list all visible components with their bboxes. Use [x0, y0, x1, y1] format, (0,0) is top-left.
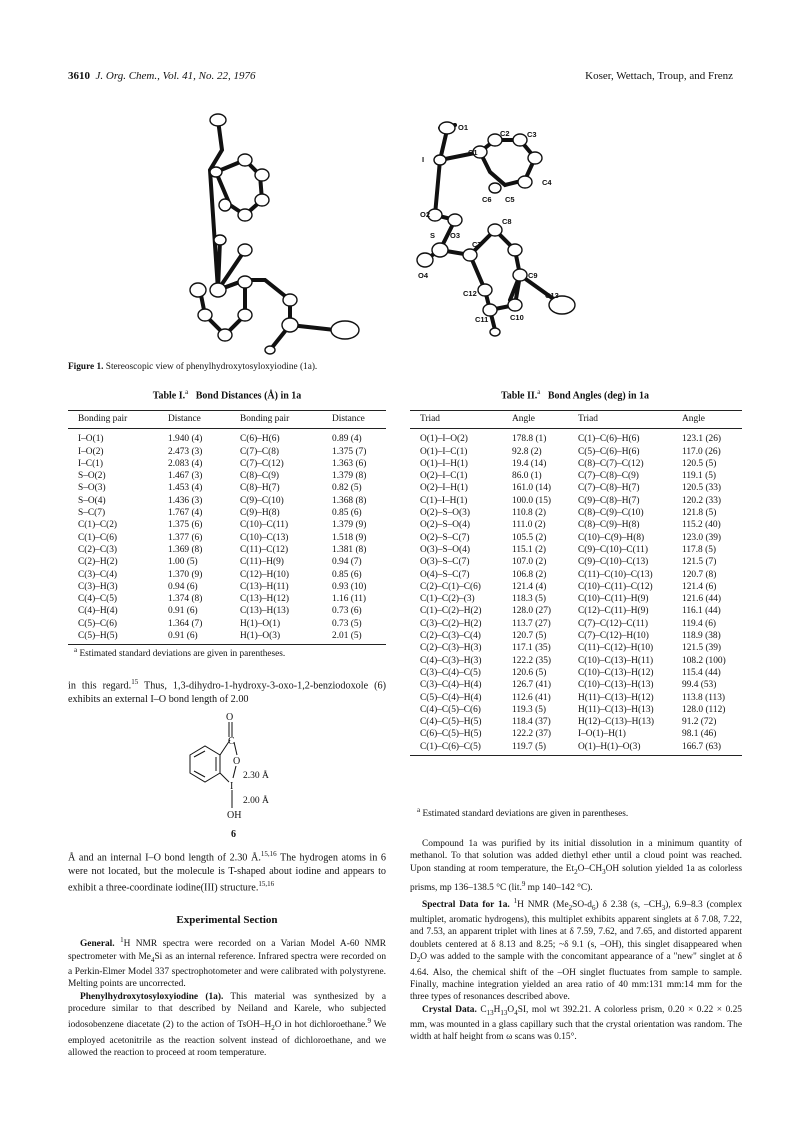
- table-cell: 1.375 (7): [332, 446, 367, 457]
- running-header-authors: Koser, Wettach, Troup, and Frenz: [585, 70, 733, 82]
- table-row: [410, 581, 742, 593]
- table-cell: 1.363 (6): [332, 458, 367, 469]
- table-row: [68, 507, 386, 519]
- table-cell: 99.4 (53): [682, 680, 717, 691]
- table-cell: 111.0 (2): [512, 520, 546, 531]
- table-cell: C(9)–H(8): [240, 508, 280, 519]
- table-cell: 1.364 (7): [168, 618, 203, 629]
- table-cell: 118.4 (37): [512, 717, 551, 728]
- table-cell: O(2)–S–O(3): [420, 508, 470, 519]
- table-cell: 1.467 (3): [168, 471, 203, 482]
- atom-label: C9: [528, 271, 538, 280]
- atom-label: I: [422, 155, 425, 164]
- table-cell: C(3)–C(2)–H(2): [420, 618, 482, 629]
- compound-number: 6: [231, 829, 236, 840]
- table-cell: O(3)–S–C(7): [420, 557, 470, 568]
- figure-1-caption: Figure 1. Stereoscopic view of phenylhydroxytosyloxyiodine (1a).: [68, 362, 318, 372]
- section-title-experimental: Experimental Section: [176, 914, 278, 926]
- table-cell: C(4)–C(5)–C(6): [420, 704, 481, 715]
- table-cell: 121.5 (39): [682, 643, 722, 654]
- atom-label: C6: [482, 195, 492, 204]
- table-cell: 1.374 (8): [168, 594, 203, 605]
- table-cell: C(9)–C(10): [240, 495, 284, 506]
- table-cell: C(10)–C(13)–H(13): [578, 680, 654, 691]
- table-cell: 121.6 (44): [682, 594, 722, 605]
- table-row: [410, 458, 742, 470]
- table-cell: C(7)–C(8)–H(7): [578, 483, 640, 494]
- table-row: [410, 741, 742, 756]
- table-cell: C(10)–C(13): [240, 532, 289, 543]
- table-cell: C(3)–C(4)–C(5): [420, 667, 481, 678]
- atom-label: O2: [420, 210, 431, 219]
- column-header: Distance: [168, 411, 240, 429]
- table-cell: 123.0 (39): [682, 532, 722, 543]
- atom-o-carbonyl: O: [226, 712, 234, 723]
- table-cell: O(1)–I–O(2): [420, 434, 468, 445]
- table-row: [68, 593, 386, 605]
- table-cell: C(5)–H(5): [68, 630, 168, 645]
- experimental-text: General. $^1$H NMR spectra were recorded on a Varian Model A-60 NMR spectrometer with $Me_4Si$ as an internal reference. Infrared spectra were recorded on a Perkin-Elmer Model 337 spectrophotometer and were calibrated with polystyrene. Melting points are uncorrected. Phenylhydroxytosyloxyiodine (1a). This material was synthesized by a procedure similar to that described by Neiland and Karele, who subjected iodosobenzene diacetate (2) to the action of TsOH–$H_2O$ in hot dichloroethane.$^9$ We employed acetonitrile as the reaction solvent instead of dichloroethane, and we allowed the reaction to proceed at room temperature.: [68, 936, 387, 1059]
- table-row: [410, 704, 742, 716]
- table-cell: 1.377 (6): [168, 532, 203, 543]
- column-header: Distance: [332, 411, 386, 429]
- table-2-footnote: $^a$ Estimated standard deviations are given in parentheses.: [417, 806, 629, 820]
- table-cell: C(7)–C(12)–C(11): [578, 618, 648, 629]
- table-cell: 1.16 (11): [332, 594, 367, 605]
- table-cell: 119.7 (5): [512, 741, 578, 756]
- table-cell: S–O(3): [78, 483, 106, 494]
- table-cell: 0.89 (4): [332, 434, 362, 445]
- table-row: [410, 556, 742, 568]
- structure-6-benziodoxole: [175, 710, 325, 840]
- atom-label: O1: [458, 123, 469, 132]
- table-row: [410, 630, 742, 642]
- table-cell: C(1)–I–H(1): [420, 495, 468, 506]
- figure-1-stereo-view: [150, 100, 710, 358]
- table-cell: 1.379 (8): [332, 471, 367, 482]
- table-row: [410, 470, 742, 482]
- table-cell: 161.0 (14): [512, 483, 552, 494]
- table-cell: 1.00 (5): [168, 557, 198, 568]
- atom-label: C1: [468, 148, 478, 157]
- table-cell: C(8)–H(7): [240, 483, 280, 494]
- atom-label: C13: [545, 291, 559, 300]
- table-cell: C(11)–C(10)–C(13): [578, 569, 653, 580]
- table-cell: 0.73 (6): [332, 606, 362, 617]
- table-cell: 0.82 (5): [332, 483, 362, 494]
- column-header: Angle: [682, 411, 742, 429]
- atom-label: C4: [542, 178, 552, 187]
- table-row: [68, 519, 386, 531]
- table-cell: C(10)–C(11)–H(9): [578, 594, 649, 605]
- table-cell: 2.083 (4): [168, 458, 203, 469]
- table-cell: C(2)–C(3)–H(3): [420, 643, 482, 654]
- table-cell: 120.5 (5): [682, 458, 717, 469]
- column-header: Bonding pair: [240, 411, 332, 429]
- table-cell: I–O(2): [78, 446, 104, 457]
- table-cell: 120.2 (33): [682, 495, 722, 506]
- table-cell: 0.73 (5): [332, 618, 362, 629]
- table-row: [410, 519, 742, 531]
- atom-label: C8: [502, 217, 512, 226]
- table-cell: 122.2 (37): [512, 729, 552, 740]
- table-cell: C(4)–H(4): [78, 606, 118, 617]
- table-cell: 91.2 (72): [682, 717, 717, 728]
- table-cell: 0.85 (6): [332, 508, 362, 519]
- table-cell: C(3)–C(4): [78, 569, 118, 580]
- table-cell: 115.4 (44): [682, 667, 721, 678]
- table-cell: C(8)–C(9): [240, 471, 280, 482]
- table-cell: O(3)–S–O(4): [420, 544, 470, 555]
- table-cell: C(8)–C(9)–C(10): [578, 508, 644, 519]
- table-row: [68, 470, 386, 482]
- table-cell: 121.4 (4): [512, 581, 547, 592]
- table-cell: 0.94 (7): [332, 557, 362, 568]
- table-cell: O(1)–I–C(1): [420, 446, 468, 457]
- table-cell: H(11)–C(13)–H(12): [578, 692, 654, 703]
- table-cell: C(2)–C(1)–C(6): [420, 581, 481, 592]
- table-cell: 120.7 (5): [512, 631, 547, 642]
- table-cell: 118.3 (5): [512, 594, 547, 605]
- table-cell: O(2)–S–O(4): [420, 520, 470, 531]
- table-cell: 1.370 (9): [168, 569, 203, 580]
- body-text-regard: in this regard.$^{15}$ Thus, 1,3-dihydro-1-hydroxy-3-oxo-1,2-benziodoxole (6) exhibits an external I–O bond length of 2.00: [68, 678, 386, 705]
- table-cell: 0.85 (6): [332, 569, 362, 580]
- table-cell: C(10)–C(9)–H(8): [578, 532, 645, 543]
- table-2-bond-angles: [410, 410, 742, 756]
- table-cell: C(9)–C(8)–H(7): [578, 495, 640, 506]
- table-cell: I–O(1): [78, 434, 104, 445]
- table-cell: C(1)–C(2): [78, 520, 118, 531]
- table-cell: C(1)–C(2)–(3): [420, 594, 475, 605]
- table-cell: C(1)–C(6)–C(5): [410, 741, 512, 756]
- atom-label: C10: [510, 313, 524, 322]
- table-cell: 112.6 (41): [512, 692, 551, 703]
- table-row: [68, 630, 386, 645]
- table-cell: 121.4 (6): [682, 581, 717, 592]
- table-cell: C(6)–H(6): [240, 434, 280, 445]
- table-cell: 120.7 (8): [682, 569, 717, 580]
- table-cell: O(4)–S–C(7): [420, 569, 470, 580]
- table-cell: 115.2 (40): [682, 520, 721, 531]
- table-cell: C(4)–C(5): [78, 594, 118, 605]
- table-cell: H(11)–C(13)–H(13): [578, 704, 654, 715]
- table-cell: C(2)–H(2): [78, 557, 118, 568]
- table-cell: H(1)–O(1): [240, 618, 281, 629]
- table-row: [68, 544, 386, 556]
- atom-label: O4: [418, 271, 429, 280]
- table-cell: 123.1 (26): [682, 434, 722, 445]
- table-cell: 100.0 (15): [512, 495, 552, 506]
- table-cell: C(5)–C(6): [78, 618, 118, 629]
- table-cell: C(3)–H(3): [78, 581, 118, 592]
- table-cell: 1.453 (4): [168, 483, 203, 494]
- table-cell: 0.94 (6): [168, 581, 198, 592]
- table-cell: S–O(2): [78, 471, 106, 482]
- table-row: [410, 605, 742, 617]
- table-row: [410, 446, 742, 458]
- column-header: Triad: [410, 411, 512, 429]
- table-row: [410, 593, 742, 605]
- table-row: [410, 667, 742, 679]
- table-cell: 1.375 (6): [168, 520, 203, 531]
- table-cell: 120.6 (5): [512, 667, 547, 678]
- table-cell: 1.518 (9): [332, 532, 367, 543]
- atom-label: C5: [505, 195, 515, 204]
- atom-label: C2: [500, 129, 510, 138]
- table-cell: 1.368 (8): [332, 495, 367, 506]
- table-cell: 0.93 (10): [332, 581, 367, 592]
- table-cell: O(2)–I–H(1): [420, 483, 468, 494]
- table-cell: C(10)–C(11)–C(12): [578, 581, 653, 592]
- bond-length-label: 2.00 Å: [243, 796, 269, 806]
- table-cell: S–O(4): [78, 495, 106, 506]
- table-cell: 110.8 (2): [512, 508, 547, 519]
- table-cell: C(1)–C(6)–H(6): [578, 434, 640, 445]
- table-cell: 118.9 (38): [682, 631, 721, 642]
- table-cell: 117.1 (35): [512, 643, 551, 654]
- table-cell: C(4)–C(5)–H(5): [420, 717, 482, 728]
- table-cell: I–C(1): [78, 458, 103, 469]
- table-row: [410, 692, 742, 704]
- table-row: [410, 728, 742, 740]
- table-cell: 178.8 (1): [512, 434, 547, 445]
- table-1-bond-distances: [68, 410, 386, 645]
- table-row: [410, 655, 742, 667]
- atom-iodine: I: [230, 781, 234, 792]
- table-row: [68, 581, 386, 593]
- bond-length-label: 2.30 Å: [243, 771, 269, 781]
- table-cell: C(1)–C(2)–H(2): [420, 606, 482, 617]
- table-cell: 2.01 (5): [332, 630, 386, 645]
- atom-c: C: [228, 736, 235, 747]
- table-cell: C(3)–C(4)–H(4): [420, 680, 482, 691]
- table-cell: 108.2 (100): [682, 655, 726, 666]
- table-cell: C(10)–C(13)–H(12): [578, 667, 654, 678]
- table-row: [410, 569, 742, 581]
- table-cell: C(7)–C(12): [240, 458, 284, 469]
- table-cell: 128.0 (112): [682, 704, 726, 715]
- table-cell: 115.1 (2): [512, 544, 547, 555]
- table-cell: 92.8 (2): [512, 446, 542, 457]
- table-cell: 1.767 (4): [168, 508, 203, 519]
- table-cell: C(12)–H(10): [240, 569, 289, 580]
- table-cell: C(11)–C(12)–H(10): [578, 643, 654, 654]
- table-row: [68, 482, 386, 494]
- table-cell: C(2)–C(3)–C(4): [420, 631, 481, 642]
- atom-label: C3: [527, 130, 537, 139]
- table-cell: S–C(7): [78, 508, 106, 519]
- table-cell: 2.473 (3): [168, 446, 203, 457]
- column-header: Triad: [578, 411, 682, 429]
- running-header-left: [68, 70, 256, 82]
- table-cell: I–O(1)–H(1): [578, 729, 626, 740]
- table-row: [410, 495, 742, 507]
- table-cell: C(4)–C(3)–H(3): [420, 655, 482, 666]
- table-cell: 107.0 (2): [512, 557, 547, 568]
- column-header: Bonding pair: [68, 411, 168, 429]
- table-cell: 105.5 (2): [512, 532, 547, 543]
- table-cell: 120.5 (33): [682, 483, 722, 494]
- table-cell: C(9)–C(10)–C(11): [578, 544, 648, 555]
- table-row: [410, 679, 742, 691]
- table-cell: 1.940 (4): [168, 434, 203, 445]
- table-row: [410, 429, 742, 446]
- table-row: [68, 429, 386, 446]
- table-cell: C(7)–C(8): [240, 446, 280, 457]
- atom-label: C11: [475, 315, 489, 324]
- table-cell: C(12)–C(11)–H(9): [578, 606, 649, 617]
- table-cell: 166.7 (63): [682, 741, 742, 756]
- table-cell: 117.0 (26): [682, 446, 721, 457]
- table-cell: 106.8 (2): [512, 569, 547, 580]
- table-cell: 98.1 (46): [682, 729, 717, 740]
- table-cell: 122.2 (35): [512, 655, 552, 666]
- table-cell: H(12)–C(13)–H(13): [578, 717, 655, 728]
- table-cell: C(8)–C(9)–H(8): [578, 520, 640, 531]
- table-row: [410, 544, 742, 556]
- table-2-title: Table II.$^a$ Bond Angles (deg) in 1a: [500, 388, 650, 402]
- table-cell: C(8)–C(7)–C(12): [578, 458, 644, 469]
- table-row: [68, 532, 386, 544]
- table-cell: C(5)–C(4)–H(4): [420, 692, 482, 703]
- table-cell: 86.0 (1): [512, 471, 542, 482]
- table-cell: C(10)–C(11): [240, 520, 289, 531]
- table-row: [410, 507, 742, 519]
- table-cell: 1.379 (9): [332, 520, 367, 531]
- table-cell: 117.8 (5): [682, 544, 717, 555]
- table-cell: C(13)–H(13): [240, 606, 289, 617]
- right-column-text: Compound 1a was purified by its initial dissolution in a minimum quantity of methanol. To that solution was added diethyl ether until a cloud point was reached. Upon standing at room temperature, the $Et_2O-CH_3OH$ solution yielded 1a as colorless prisms, mp 136–138.5 °C (lit.$^9$ mp 140–142 °C). Spectral Data for 1a. $^1$H NMR $(Me_2SO-d_6)$ δ 2.38 (s, $-CH_3$), 6.9–8.3 (complex multiplet, aromatic hydrogens), this multiplet exhibits apparent singlets at δ 7.08, 7.22, and 7.53, an apparent triplet with lines at δ 7.59, 7.62, and 7.65, and distorted apparent doublets centered at δ 8.13 and 8.25; ~δ 9.1 (s, –OH), this singlet disappeared when $D_2O$ was added to the sample with the concomitant appearance of a "new" singlet at δ 4.64. Also, the chemical shift of the –OH singlet fluctuates from sample to sample. Finally, machine integration yielded an area ratio of 40 mm:131 mm:14 mm for the three types of resonances described above. Crystal Data. $C_{13}H_{13}O_4SI$, mol wt 392.21. A colorless prism, 0.20 × 0.22 × 0.25 mm, was mounted in a glass capillary such that the crystal orientation was random. The width at half height from ω scans was 0.15°.: [410, 839, 743, 1043]
- table-row: [410, 532, 742, 544]
- body-text-bond-length: Å and an internal I–O bond length of 2.30 Å.$^{15,16}$ The hydrogen atoms in 6 were not located, but the molecule is T-shaped about iodine and appears to exhibit a three-coordinate iodine(III) structure.$^{15,16}$: [68, 850, 387, 894]
- table-cell: 119.4 (6): [682, 618, 717, 629]
- table-cell: C(13)–H(11): [240, 581, 289, 592]
- table-row: [68, 556, 386, 568]
- atom-label: C7: [472, 240, 482, 249]
- table-cell: O(1)–H(1)–O(3): [578, 741, 682, 756]
- table-cell: C(9)–C(10)–C(13): [578, 557, 649, 568]
- table-cell: C(13)–H(12): [240, 594, 289, 605]
- table-cell: 1.381 (8): [332, 544, 367, 555]
- table-cell: C(10)–C(13)–H(11): [578, 655, 654, 666]
- table-cell: C(7)–C(12)–H(10): [578, 631, 649, 642]
- table-cell: H(1)–O(3): [240, 630, 332, 645]
- table-cell: 116.1 (44): [682, 606, 721, 617]
- table-cell: 121.8 (5): [682, 508, 717, 519]
- table-cell: C(5)–C(6)–H(6): [578, 446, 640, 457]
- column-header: Angle: [512, 411, 578, 429]
- table-row: [410, 482, 742, 494]
- table-cell: O(2)–I–C(1): [420, 471, 468, 482]
- table-row: [68, 569, 386, 581]
- table-cell: C(2)–C(3): [78, 544, 118, 555]
- table-cell: C(1)–C(6): [78, 532, 118, 543]
- table-cell: 1.369 (8): [168, 544, 203, 555]
- atom-label: S: [430, 231, 436, 240]
- table-cell: 0.91 (6): [168, 630, 240, 645]
- table-row: [410, 618, 742, 630]
- page-number: 3610: [68, 70, 90, 82]
- table-row: [68, 605, 386, 617]
- table-cell: C(6)–C(5)–H(5): [420, 729, 482, 740]
- table-cell: C(7)–C(8)–C(9): [578, 471, 639, 482]
- table-1-footnote: $^a$ Estimated standard deviations are given in parentheses.: [74, 646, 286, 660]
- table-row: [68, 446, 386, 458]
- atom-oh: OH: [227, 810, 242, 821]
- table-row: [410, 642, 742, 654]
- table-row: [68, 458, 386, 470]
- table-cell: C(11)–C(12): [240, 544, 289, 555]
- table-cell: 1.436 (3): [168, 495, 203, 506]
- table-cell: 113.8 (113): [682, 692, 726, 703]
- table-1-title: Table I.$^a$ Bond Distances (Å) in 1a: [152, 388, 302, 402]
- table-row: [410, 716, 742, 728]
- journal-citation: J. Org. Chem., Vol. 41, No. 22, 1976: [95, 70, 256, 82]
- table-cell: 0.91 (6): [168, 606, 198, 617]
- table-cell: 19.4 (14): [512, 458, 547, 469]
- table-row: [68, 618, 386, 630]
- table-cell: C(11)–H(9): [240, 557, 284, 568]
- table-cell: 126.7 (41): [512, 680, 552, 691]
- table-cell: O(2)–S–C(7): [420, 532, 470, 543]
- table-cell: O(1)–I–H(1): [420, 458, 468, 469]
- table-cell: 119.3 (5): [512, 704, 547, 715]
- atom-label: C12: [463, 289, 477, 298]
- table-cell: 119.1 (5): [682, 471, 717, 482]
- atom-o-ring: O: [233, 756, 241, 767]
- table-cell: 113.7 (27): [512, 618, 551, 629]
- table-cell: 128.0 (27): [512, 606, 552, 617]
- table-cell: 121.5 (7): [682, 557, 717, 568]
- table-row: [68, 495, 386, 507]
- atom-label: O3: [450, 231, 461, 240]
